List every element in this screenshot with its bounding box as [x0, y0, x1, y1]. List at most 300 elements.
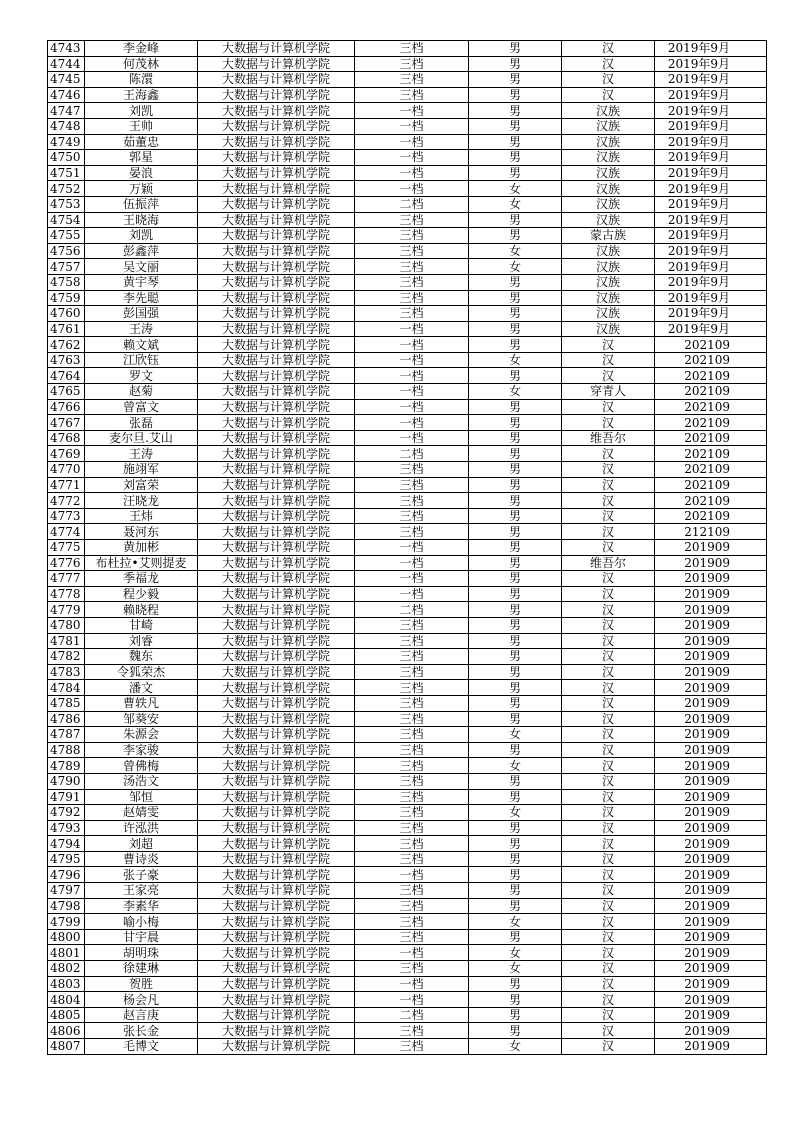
ethnicity-cell: 汉: [562, 773, 655, 789]
ethnicity-cell: 汉: [562, 711, 655, 727]
college-cell: 大数据与计算机学院: [198, 352, 355, 368]
record-id-cell: 4805: [48, 1007, 85, 1023]
record-id-cell: 4807: [48, 1039, 85, 1055]
college-cell: 大数据与计算机学院: [198, 399, 355, 415]
aid-level-cell: 三档: [355, 758, 469, 774]
college-cell: 大数据与计算机学院: [198, 165, 355, 181]
enrollment-date-cell: 201909: [655, 727, 767, 743]
ethnicity-cell: 汉: [562, 1007, 655, 1023]
ethnicity-cell: 汉: [562, 571, 655, 587]
enrollment-date-cell: 201909: [655, 571, 767, 587]
table-row: [48, 540, 767, 556]
college-cell: 大数据与计算机学院: [198, 883, 355, 899]
gender-cell: 女: [469, 945, 562, 961]
aid-level-cell: 三档: [355, 773, 469, 789]
record-id-cell: 4769: [48, 446, 85, 462]
record-id-cell: 4748: [48, 118, 85, 134]
aid-level-cell: 一档: [355, 352, 469, 368]
student-name-cell: 李金峰: [85, 41, 198, 57]
gender-cell: 男: [469, 87, 562, 103]
enrollment-date-cell: 201909: [655, 711, 767, 727]
aid-level-cell: 一档: [355, 571, 469, 587]
gender-cell: 男: [469, 898, 562, 914]
enrollment-date-cell: 2019年9月: [655, 41, 767, 57]
enrollment-date-cell: 201909: [655, 805, 767, 821]
ethnicity-cell: 汉: [562, 56, 655, 72]
aid-level-cell: 二档: [355, 196, 469, 212]
table-row: [48, 836, 767, 852]
table-row: [48, 181, 767, 197]
record-id-cell: 4765: [48, 384, 85, 400]
record-id-cell: 4753: [48, 196, 85, 212]
gender-cell: 女: [469, 727, 562, 743]
aid-level-cell: 三档: [355, 508, 469, 524]
ethnicity-cell: 汉族: [562, 306, 655, 322]
enrollment-date-cell: 201909: [655, 898, 767, 914]
gender-cell: 男: [469, 228, 562, 244]
ethnicity-cell: 汉: [562, 368, 655, 384]
college-cell: 大数据与计算机学院: [198, 711, 355, 727]
record-id-cell: 4759: [48, 290, 85, 306]
aid-level-cell: 三档: [355, 1039, 469, 1055]
record-id-cell: 4789: [48, 758, 85, 774]
aid-level-cell: 一档: [355, 415, 469, 431]
student-name-cell: 潘文: [85, 680, 198, 696]
aid-level-cell: 三档: [355, 820, 469, 836]
student-name-cell: 赖晓程: [85, 602, 198, 618]
record-id-cell: 4781: [48, 633, 85, 649]
ethnicity-cell: 汉: [562, 883, 655, 899]
ethnicity-cell: 汉族: [562, 118, 655, 134]
college-cell: 大数据与计算机学院: [198, 228, 355, 244]
ethnicity-cell: 汉: [562, 508, 655, 524]
aid-level-cell: 三档: [355, 274, 469, 290]
aid-level-cell: 二档: [355, 602, 469, 618]
table-row: [48, 867, 767, 883]
student-name-cell: 杨会凡: [85, 992, 198, 1008]
enrollment-date-cell: 201909: [655, 929, 767, 945]
ethnicity-cell: 汉: [562, 851, 655, 867]
gender-cell: 男: [469, 1023, 562, 1039]
record-id-cell: 4790: [48, 773, 85, 789]
aid-level-cell: 三档: [355, 462, 469, 478]
enrollment-date-cell: 2019年9月: [655, 181, 767, 197]
ethnicity-cell: 汉: [562, 898, 655, 914]
enrollment-date-cell: 2019年9月: [655, 118, 767, 134]
enrollment-date-cell: 201909: [655, 992, 767, 1008]
table-row: [48, 617, 767, 633]
aid-level-cell: 一档: [355, 976, 469, 992]
record-id-cell: 4763: [48, 352, 85, 368]
ethnicity-cell: 汉族: [562, 181, 655, 197]
gender-cell: 男: [469, 555, 562, 571]
ethnicity-cell: 汉: [562, 72, 655, 88]
aid-level-cell: 一档: [355, 555, 469, 571]
aid-level-cell: 三档: [355, 306, 469, 322]
table-row: [48, 274, 767, 290]
aid-level-cell: 一档: [355, 165, 469, 181]
aid-level-cell: 三档: [355, 836, 469, 852]
record-id-cell: 4773: [48, 508, 85, 524]
gender-cell: 男: [469, 306, 562, 322]
record-id-cell: 4743: [48, 41, 85, 57]
enrollment-date-cell: 201909: [655, 820, 767, 836]
gender-cell: 男: [469, 524, 562, 540]
enrollment-date-cell: 2019年9月: [655, 274, 767, 290]
college-cell: 大数据与计算机学院: [198, 540, 355, 556]
student-name-cell: 赵婧雯: [85, 805, 198, 821]
gender-cell: 男: [469, 368, 562, 384]
aid-level-cell: 三档: [355, 805, 469, 821]
table-row: [48, 727, 767, 743]
ethnicity-cell: 汉: [562, 352, 655, 368]
college-cell: 大数据与计算机学院: [198, 992, 355, 1008]
ethnicity-cell: 维吾尔: [562, 555, 655, 571]
gender-cell: 男: [469, 976, 562, 992]
ethnicity-cell: 汉: [562, 742, 655, 758]
aid-level-cell: 三档: [355, 727, 469, 743]
gender-cell: 男: [469, 649, 562, 665]
record-id-cell: 4764: [48, 368, 85, 384]
table-row: [48, 56, 767, 72]
table-row: [48, 711, 767, 727]
aid-level-cell: 一档: [355, 368, 469, 384]
college-cell: 大数据与计算机学院: [198, 134, 355, 150]
gender-cell: 男: [469, 134, 562, 150]
ethnicity-cell: 汉: [562, 446, 655, 462]
aid-level-cell: 三档: [355, 524, 469, 540]
record-id-cell: 4797: [48, 883, 85, 899]
aid-level-cell: 三档: [355, 664, 469, 680]
aid-level-cell: 三档: [355, 711, 469, 727]
record-id-cell: 4774: [48, 524, 85, 540]
enrollment-date-cell: 2019年9月: [655, 196, 767, 212]
gender-cell: 男: [469, 540, 562, 556]
college-cell: 大数据与计算机学院: [198, 181, 355, 197]
student-name-cell: 程少毅: [85, 586, 198, 602]
college-cell: 大数据与计算机学院: [198, 976, 355, 992]
enrollment-date-cell: 201909: [655, 555, 767, 571]
enrollment-date-cell: 201909: [655, 758, 767, 774]
gender-cell: 男: [469, 165, 562, 181]
student-name-cell: 王炜: [85, 508, 198, 524]
ethnicity-cell: 汉: [562, 1039, 655, 1055]
enrollment-date-cell: 201909: [655, 883, 767, 899]
record-id-cell: 4783: [48, 664, 85, 680]
college-cell: 大数据与计算机学院: [198, 914, 355, 930]
record-id-cell: 4757: [48, 259, 85, 275]
enrollment-date-cell: 201909: [655, 851, 767, 867]
record-id-cell: 4778: [48, 586, 85, 602]
enrollment-date-cell: 201909: [655, 742, 767, 758]
table-row: [48, 399, 767, 415]
gender-cell: 男: [469, 477, 562, 493]
student-name-cell: 曾佛梅: [85, 758, 198, 774]
aid-level-cell: 一档: [355, 134, 469, 150]
ethnicity-cell: 维吾尔: [562, 430, 655, 446]
gender-cell: 男: [469, 41, 562, 57]
college-cell: 大数据与计算机学院: [198, 727, 355, 743]
college-cell: 大数据与计算机学院: [198, 243, 355, 259]
table-row: [48, 633, 767, 649]
enrollment-date-cell: 201909: [655, 1007, 767, 1023]
college-cell: 大数据与计算机学院: [198, 212, 355, 228]
student-name-cell: 刘凯: [85, 228, 198, 244]
college-cell: 大数据与计算机学院: [198, 851, 355, 867]
gender-cell: 男: [469, 789, 562, 805]
enrollment-date-cell: 201909: [655, 586, 767, 602]
ethnicity-cell: 汉: [562, 633, 655, 649]
record-id-cell: 4777: [48, 571, 85, 587]
table-row: [48, 586, 767, 602]
record-id-cell: 4806: [48, 1023, 85, 1039]
aid-level-cell: 一档: [355, 586, 469, 602]
ethnicity-cell: 汉: [562, 695, 655, 711]
gender-cell: 男: [469, 103, 562, 119]
college-cell: 大数据与计算机学院: [198, 664, 355, 680]
gender-cell: 男: [469, 72, 562, 88]
record-id-cell: 4772: [48, 493, 85, 509]
ethnicity-cell: 汉: [562, 961, 655, 977]
table-row: [48, 992, 767, 1008]
college-cell: 大数据与计算机学院: [198, 773, 355, 789]
record-id-cell: 4752: [48, 181, 85, 197]
gender-cell: 女: [469, 805, 562, 821]
college-cell: 大数据与计算机学院: [198, 820, 355, 836]
enrollment-date-cell: 201909: [655, 617, 767, 633]
aid-level-cell: 三档: [355, 1023, 469, 1039]
aid-level-cell: 一档: [355, 337, 469, 353]
table-row: [48, 555, 767, 571]
table-row: [48, 103, 767, 119]
ethnicity-cell: 汉族: [562, 274, 655, 290]
gender-cell: 男: [469, 695, 562, 711]
student-name-cell: 布杜拉•艾则提麦: [85, 555, 198, 571]
record-id-cell: 4755: [48, 228, 85, 244]
gender-cell: 女: [469, 196, 562, 212]
table-row: [48, 306, 767, 322]
table-row: [48, 165, 767, 181]
ethnicity-cell: 汉: [562, 992, 655, 1008]
ethnicity-cell: 汉: [562, 914, 655, 930]
table-row: [48, 430, 767, 446]
table-row: [48, 742, 767, 758]
gender-cell: 男: [469, 773, 562, 789]
aid-level-cell: 三档: [355, 742, 469, 758]
enrollment-date-cell: 2019年9月: [655, 243, 767, 259]
aid-level-cell: 二档: [355, 1007, 469, 1023]
record-id-cell: 4799: [48, 914, 85, 930]
aid-level-cell: 一档: [355, 384, 469, 400]
table-row: [48, 649, 767, 665]
record-id-cell: 4756: [48, 243, 85, 259]
gender-cell: 男: [469, 851, 562, 867]
enrollment-date-cell: 2019年9月: [655, 290, 767, 306]
aid-level-cell: 三档: [355, 883, 469, 899]
college-cell: 大数据与计算机学院: [198, 1039, 355, 1055]
aid-level-cell: 一档: [355, 103, 469, 119]
table-row: [48, 851, 767, 867]
college-cell: 大数据与计算机学院: [198, 602, 355, 618]
ethnicity-cell: 汉: [562, 945, 655, 961]
ethnicity-cell: 汉族: [562, 150, 655, 166]
table-row: [48, 820, 767, 836]
ethnicity-cell: 汉: [562, 477, 655, 493]
gender-cell: 男: [469, 430, 562, 446]
student-name-cell: 邹恒: [85, 789, 198, 805]
student-name-cell: 黄宇琴: [85, 274, 198, 290]
table-row: [48, 259, 767, 275]
aid-level-cell: 三档: [355, 898, 469, 914]
college-cell: 大数据与计算机学院: [198, 508, 355, 524]
ethnicity-cell: 汉: [562, 758, 655, 774]
gender-cell: 男: [469, 508, 562, 524]
college-cell: 大数据与计算机学院: [198, 430, 355, 446]
ethnicity-cell: 汉: [562, 805, 655, 821]
ethnicity-cell: 汉: [562, 337, 655, 353]
gender-cell: 男: [469, 446, 562, 462]
ethnicity-cell: 汉: [562, 649, 655, 665]
student-name-cell: 甘宇晨: [85, 929, 198, 945]
record-id-cell: 4782: [48, 649, 85, 665]
record-id-cell: 4792: [48, 805, 85, 821]
student-name-cell: 汪晓龙: [85, 493, 198, 509]
enrollment-date-cell: 201909: [655, 976, 767, 992]
table-row: [48, 773, 767, 789]
student-name-cell: 赵菊: [85, 384, 198, 400]
college-cell: 大数据与计算机学院: [198, 72, 355, 88]
student-name-cell: 麦尔旦.艾山: [85, 430, 198, 446]
college-cell: 大数据与计算机学院: [198, 805, 355, 821]
gender-cell: 男: [469, 118, 562, 134]
table-row: [48, 321, 767, 337]
enrollment-date-cell: 201909: [655, 633, 767, 649]
record-id-cell: 4798: [48, 898, 85, 914]
student-name-cell: 喻小梅: [85, 914, 198, 930]
ethnicity-cell: 汉: [562, 524, 655, 540]
record-id-cell: 4793: [48, 820, 85, 836]
student-name-cell: 令狐荣杰: [85, 664, 198, 680]
ethnicity-cell: 汉: [562, 664, 655, 680]
student-name-cell: 茹董忠: [85, 134, 198, 150]
ethnicity-cell: 汉族: [562, 290, 655, 306]
table-row: [48, 664, 767, 680]
gender-cell: 男: [469, 337, 562, 353]
gender-cell: 女: [469, 259, 562, 275]
student-name-cell: 王海鑫: [85, 87, 198, 103]
record-id-cell: 4746: [48, 87, 85, 103]
enrollment-date-cell: 2019年9月: [655, 228, 767, 244]
college-cell: 大数据与计算机学院: [198, 758, 355, 774]
student-name-cell: 曹诗炎: [85, 851, 198, 867]
aid-level-cell: 一档: [355, 867, 469, 883]
aid-level-cell: 三档: [355, 87, 469, 103]
record-id-cell: 4758: [48, 274, 85, 290]
table-row: [48, 446, 767, 462]
student-name-cell: 季福龙: [85, 571, 198, 587]
record-id-cell: 4745: [48, 72, 85, 88]
ethnicity-cell: 汉: [562, 976, 655, 992]
college-cell: 大数据与计算机学院: [198, 742, 355, 758]
student-name-cell: 张磊: [85, 415, 198, 431]
gender-cell: 女: [469, 243, 562, 259]
student-name-cell: 刘富荣: [85, 477, 198, 493]
aid-level-cell: 三档: [355, 789, 469, 805]
enrollment-date-cell: 201909: [655, 789, 767, 805]
enrollment-date-cell: 2019年9月: [655, 56, 767, 72]
enrollment-date-cell: 2019年9月: [655, 103, 767, 119]
student-name-cell: 彭国强: [85, 306, 198, 322]
aid-level-cell: 三档: [355, 72, 469, 88]
ethnicity-cell: 汉: [562, 493, 655, 509]
table-row: [48, 1039, 767, 1055]
aid-level-cell: 三档: [355, 228, 469, 244]
record-id-cell: 4804: [48, 992, 85, 1008]
gender-cell: 男: [469, 867, 562, 883]
table-row: [48, 243, 767, 259]
enrollment-date-cell: 202109: [655, 415, 767, 431]
student-name-cell: 李先聪: [85, 290, 198, 306]
aid-level-cell: 三档: [355, 649, 469, 665]
college-cell: 大数据与计算机学院: [198, 571, 355, 587]
student-name-cell: 张子豪: [85, 867, 198, 883]
table-row: [48, 118, 767, 134]
aid-level-cell: 一档: [355, 399, 469, 415]
record-id-cell: 4801: [48, 945, 85, 961]
gender-cell: 男: [469, 820, 562, 836]
aid-level-cell: 二档: [355, 446, 469, 462]
record-id-cell: 4796: [48, 867, 85, 883]
college-cell: 大数据与计算机学院: [198, 524, 355, 540]
gender-cell: 男: [469, 586, 562, 602]
college-cell: 大数据与计算机学院: [198, 274, 355, 290]
ethnicity-cell: 汉: [562, 586, 655, 602]
student-name-cell: 张长金: [85, 1023, 198, 1039]
table-row: [48, 602, 767, 618]
student-name-cell: 何茂林: [85, 56, 198, 72]
table-row: [48, 196, 767, 212]
college-cell: 大数据与计算机学院: [198, 555, 355, 571]
student-name-cell: 王家亮: [85, 883, 198, 899]
table-row: [48, 228, 767, 244]
table-row: [48, 352, 767, 368]
record-id-cell: 4787: [48, 727, 85, 743]
gender-cell: 男: [469, 56, 562, 72]
student-name-cell: 晏浪: [85, 165, 198, 181]
enrollment-date-cell: 202109: [655, 477, 767, 493]
student-name-cell: 彭鑫萍: [85, 243, 198, 259]
aid-level-cell: 一档: [355, 945, 469, 961]
college-cell: 大数据与计算机学院: [198, 586, 355, 602]
ethnicity-cell: 汉: [562, 727, 655, 743]
record-id-cell: 4761: [48, 321, 85, 337]
record-id-cell: 4771: [48, 477, 85, 493]
aid-level-cell: 一档: [355, 150, 469, 166]
student-name-cell: 徐建琳: [85, 961, 198, 977]
student-name-cell: 陈澴: [85, 72, 198, 88]
enrollment-date-cell: 201909: [655, 1023, 767, 1039]
enrollment-date-cell: 2019年9月: [655, 134, 767, 150]
gender-cell: 男: [469, 929, 562, 945]
aid-level-cell: 三档: [355, 851, 469, 867]
student-name-cell: 甘崎: [85, 617, 198, 633]
college-cell: 大数据与计算机学院: [198, 196, 355, 212]
aid-level-cell: 一档: [355, 430, 469, 446]
college-cell: 大数据与计算机学院: [198, 306, 355, 322]
aid-level-cell: 三档: [355, 914, 469, 930]
table-row: [48, 493, 767, 509]
table-row: [48, 571, 767, 587]
